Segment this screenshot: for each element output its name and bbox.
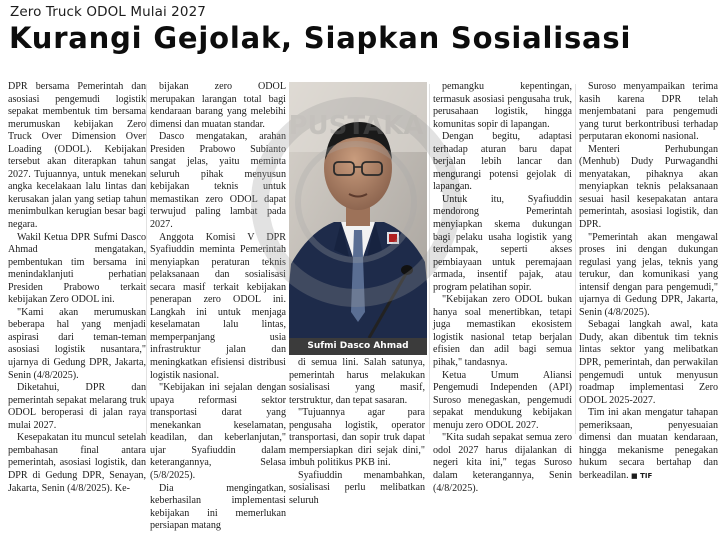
article-paragraph: Diketahui, DPR dan pemerintah sepakat melarang truk ODOL beroperasi di jalan raya mulai 2027. xyxy=(8,382,146,431)
article-column-3 xyxy=(289,357,425,508)
photo-caption: Sufmi Dasco Ahmad xyxy=(289,338,427,355)
article-paragraph: Ketua Umum Aliansi Pengemudi Independen (API) Suroso menegaskan, pengemudi sepakat mendukung kebijakan menuju zero ODOL 2027. xyxy=(433,369,572,431)
article-paragraph: Sebagai langkah awal, kata Dudy, akan dibentuk tim teknis lintas sektor yang melibatkan DPR, pemerintah, dan perwakilan pengemudi untuk menyusun roadmap implementasi Zero ODOL 2025-2027. xyxy=(579,319,718,406)
article-paragraph: Tim ini akan mengatur tahapan pemeriksaan, penyesuaian dimensi dan muatan kendaraan, hingga mekanisme penegakan hukum secara bertahap dan berkeadilan. ■ TIF xyxy=(579,407,718,481)
portrait-illustration xyxy=(289,82,427,338)
article-paragraph: "Tujuannya agar para pengusaha logistik, operator transportasi, dan sopir truk dapat mempersiapkan diri sejak dini," imbuh politikus PKB ini. xyxy=(289,407,425,469)
article-column-1 xyxy=(8,81,146,495)
article-paragraph: Menteri Perhubungan (Menhub) Dudy Purwagandhi menyatakan, pihaknya akan menyiapkan teknis pelaksanaan sesuai hasil kesepakatan antara pemerintah, asosiasi logistik, dan DPR. xyxy=(579,143,718,231)
article-paragraph: "Kami akan merumuskan beberapa hal yang menjadi aspirasi dari teman-teman asosiasi logistik nusantara," ujarnya di Gedung DPR, Jakarta, Senin (4/8/2025). xyxy=(8,306,146,381)
column-divider xyxy=(146,84,147,434)
watermark-text: PUSTAKA xyxy=(288,111,424,141)
article-paragraph: DPR bersama Pemerintah dan asosiasi pengemudi logistik sepakat membentuk tim bersama merumuskan kebijakan Zero Truck Over Dimension Over Loading (ODOL). Kebijakan tersebut akan diterapkan tahun 2027. Tujuannya, untuk menekan angka kecelakaan lalu lintas dan kerusakan jalan yang setiap tahun menimbulkan kerugian besar bagi negara. xyxy=(8,81,146,231)
article-paragraph: Dia mengingatkan, keberhasilan implementasi kebijakan ini memerlukan persiapan matang xyxy=(150,482,286,532)
article-paragraph: Kesepakatan itu muncul setelah pembahasan final antara pemerintah, asosiasi logistik, dan DPR di Gedung DPR, Senayan, Jakarta, Senin (4/8/2025). Ke- xyxy=(8,432,146,494)
article-column-2 xyxy=(150,81,286,533)
article-paragraph: Dasco mengatakan, arahan Presiden Prabowo Subianto sangat jelas, yaitu meminta seluruh pihak menyusun kebijakan teknis untuk memastikan zero ODOL dapat terwujud paling lambat pada 2027. xyxy=(150,131,286,231)
column-divider xyxy=(429,84,430,434)
article-column-5 xyxy=(579,81,718,483)
article-paragraph: pemangku kepentingan, termasuk asosiasi pengusaha truk, perusahaan logistik, hingga komunitas sopir di lapangan. xyxy=(433,81,572,130)
article-headline: Kurangi Gejolak, Siapkan Sosialisasi xyxy=(9,21,632,55)
article-paragraph: Wakil Ketua DPR Sufmi Dasco Ahmad mengatakan, pembentukan tim bersama ini menindaklanjuti perhatian Presiden Prabowo terkait kebijakan Zero ODOL ini. xyxy=(8,231,146,306)
article-kicker: Zero Truck ODOL Mulai 2027 xyxy=(10,4,206,20)
article-paragraph: Anggota Komisi V DPR Syafiuddin meminta Pemerintah menyiapkan peraturan teknis pelaksanaan dan sosialisasi secara masif terkait kebijakan penerapan zero ODOL ini. Langkah ini untuk menjaga keselamatan lalu lintas, memperpanjang usia infrastruktur jalan dan meningkatkan efisiensi distribusi logistik nasional. xyxy=(150,231,286,381)
article-paragraph: "Kebijakan zero ODOL bukan hanya soal menertibkan, tetapi juga memastikan ekosistem logistik nasional tetap berjalan efisien dan adil bagi semua pihak," tandasnya. xyxy=(433,294,572,369)
article-paragraph: "Pemerintah akan mengawal proses ini dengan dukungan regulasi yang jelas, teknis yang terukur, dan komunikasi yang intensif dengan para pengemudi," ujarnya di Gedung DPR, Jakarta, Senin (4/8/2025). xyxy=(579,231,718,318)
article-paragraph: Dengan begitu, adaptasi terhadap aturan baru dapat berjalan lebih lancar dan mengurangi potensi gejolak di lapangan. xyxy=(433,131,572,193)
article-paragraph: di semua lini. Salah satunya, pemerintah harus melakukan sosialisasi yang masif, terstruktur, dan tepat sasaran. xyxy=(289,357,425,406)
portrait-photo xyxy=(289,82,427,338)
article-paragraph: Syafiuddin menambahkan, sosialisasi perlu melibatkan seluruh xyxy=(289,469,425,507)
column-divider xyxy=(575,84,576,434)
article-paragraph: "Kebijakan ini sejalan dengan upaya reformasi sektor transportasi darat yang menekankan keselamatan, keadilan, dan keberlanjutan," ujar Syafiuddin dalam keterangannya, Selasa (5/8/2025). xyxy=(150,382,286,481)
article-paragraph: Suroso menyampaikan terima kasih karena DPR telah menjembatani para pengemudi yang turut berkontribusi terhadap perputaran ekonomi nasional. xyxy=(579,81,718,143)
article-paragraph: "Kita sudah sepakat semua zero odol 2027 harus dijalankan di negeri kita ini," tegas Suroso dalam keterangannya, Senin (4/8/2025). xyxy=(433,432,572,494)
article-paragraph: Untuk itu, Syafiuddin mendorong Pemerintah menyiapkan skema dukungan bagi pelaku usaha logistik yang terdampak, seperti akses pembiayaan untuk peremajaan armada, insentif pajak, atau program pelatihan sopir. xyxy=(433,193,572,293)
article-paragraph: bijakan zero ODOL merupakan larangan total bagi kendaraan barang yang melebihi dimensi dan muatan standar. xyxy=(150,81,286,130)
article-column-4 xyxy=(433,81,572,495)
article-end-mark: ■ TIF xyxy=(628,471,653,480)
